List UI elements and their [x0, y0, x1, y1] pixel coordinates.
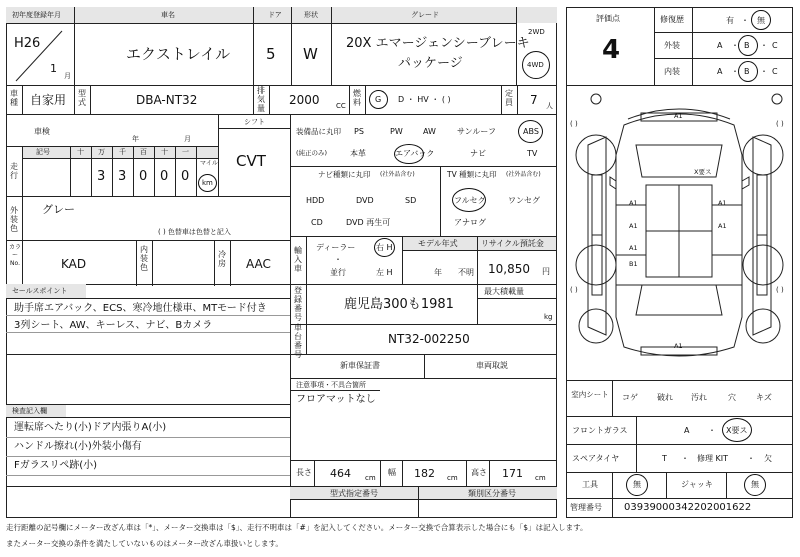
tools-row [566, 472, 793, 498]
navi-cd: CD [311, 218, 323, 227]
seat-scratch: キズ [756, 393, 772, 402]
max-load-label: 最大積載量 [484, 287, 524, 296]
model-year-label: モデル年式 [418, 239, 458, 248]
int-grade-a: A [717, 67, 723, 76]
mileage-unit-4: 百 [140, 148, 147, 156]
door-label: ドア [268, 11, 282, 19]
model-year-unknown: 不明 [458, 268, 474, 277]
navi-dvd-play: DVD 再生可 [346, 218, 391, 227]
int-dot: ・ [760, 67, 768, 76]
footer-note-1: 走行距離の記号欄にメーター改ざん車は「*」、メーター交換車は「$」、走行不明車は「#」を記入してください。メーター交換で合算表示した場合にも「$」は記入します。 [6, 523, 588, 532]
year-month: 1 [50, 62, 57, 75]
import-parallel: 並行 [330, 268, 346, 277]
tv-fullseg: フルセグ [454, 196, 486, 205]
ext-grade-c: C [772, 41, 778, 50]
fuel-g: G [375, 95, 382, 104]
seat-burn: コゲ [622, 393, 638, 402]
registration-box [290, 284, 557, 324]
ext-dot: ・ [731, 41, 739, 50]
mileage-unit-3: 千 [119, 148, 126, 156]
exterior-label: 外装色 [10, 206, 18, 233]
damage-mark: A1 [674, 342, 683, 350]
km-label: km [202, 179, 213, 187]
type-value: DBA-NT32 [136, 93, 198, 107]
spare-tire-row [566, 444, 793, 472]
shape-label: 形状 [304, 11, 318, 19]
sales-point-line: 助手席エアバック、ECS、寒冷地仕様車、MTモード付き [14, 303, 267, 314]
length-unit: cm [365, 474, 376, 482]
damage-mark: A1 [718, 222, 727, 230]
windshield-x: X要ス [726, 426, 748, 435]
mileage-unit-5: 十 [161, 148, 168, 156]
navi-sub: (社外品含む) [380, 171, 415, 178]
displacement-value: 2000 [289, 93, 320, 107]
exterior-color: グレー [42, 203, 75, 216]
left-info [6, 114, 290, 286]
navi-hdd: HDD [306, 196, 325, 205]
door-count: 5 [266, 45, 276, 63]
shift-value: CVT [236, 152, 266, 170]
cc-unit: CC [336, 102, 346, 110]
equip-airbag: エアバック [395, 149, 435, 158]
mileage-label: 走行 [10, 162, 18, 180]
body-shape: W [303, 45, 318, 63]
fuel-label: 燃料 [353, 89, 361, 107]
int-grade-b: B [744, 67, 750, 76]
fuel-rest: D ・ HV ・ ( ) [398, 95, 451, 104]
interior-grade-label: 内装 [664, 67, 680, 76]
tools-label: 工具 [582, 480, 598, 489]
import-label: 輸入車 [294, 246, 302, 273]
damage-mark: A1 [629, 199, 638, 207]
car-outline [566, 85, 793, 380]
grade-line2: パッケージ [398, 56, 463, 71]
header-row [6, 7, 557, 85]
color-code-label: カラーNo. [9, 244, 22, 267]
width-label: 幅 [388, 468, 396, 477]
sales-point-line: 3列シート、AW、キーレス、ナビ、Bカメラ [14, 320, 213, 331]
navi-dvd: DVD [356, 196, 374, 205]
sales-point-label: セールスポイント [12, 287, 68, 295]
type-label: 型式 [78, 89, 86, 107]
equipment-box [290, 114, 557, 166]
navi-tv-box [290, 166, 557, 236]
type-designation-label: 型式指定番号 [330, 489, 378, 498]
height-unit: cm [535, 474, 546, 482]
repair-label: 修復歴 [660, 15, 684, 24]
footer-note-2: またメーター交換の条件を満たしていないものはメーター改ざん車扱いとします。 [6, 539, 283, 548]
grade-label: グレード [411, 11, 439, 19]
damage-mark: A1 [674, 112, 683, 120]
length-label: 長さ [296, 468, 312, 477]
inspector-box [6, 404, 290, 484]
class-number-label: 類別区分番号 [468, 489, 516, 498]
inspector-label: 検査記入欄 [12, 407, 47, 415]
interior-seat-row [566, 380, 793, 416]
caution-line: フロアマットなし [296, 394, 376, 405]
seat-stain: 汚れ [691, 393, 707, 402]
drive-4wd: 4WD [527, 61, 544, 69]
equip-pw: PW [390, 127, 403, 136]
shift-label: シフト [244, 118, 265, 126]
year-month-unit: 月 [64, 72, 71, 80]
registration-label: 登録番号 [294, 286, 302, 322]
equip-leather: 本革 [350, 149, 366, 158]
warranty-row [6, 354, 557, 378]
inspection-year-unit: 年 [132, 135, 139, 143]
length-value: 464 [330, 467, 351, 480]
import-box [290, 236, 557, 284]
mileage-unit-1: 十 [77, 148, 84, 156]
equip-aw: AW [423, 127, 436, 136]
windshield-a: A [684, 426, 690, 435]
tv-sub: (社外品含む) [506, 171, 541, 178]
height-label: 高さ [471, 468, 487, 477]
bracket-mark: ( ) [776, 286, 784, 294]
equip-navi: ナビ [470, 149, 486, 158]
designation-row [290, 486, 557, 518]
cool-value: AAC [246, 257, 271, 271]
new-car-warranty-label: 新車保証書 [340, 361, 380, 370]
left-h: 左 H [376, 268, 393, 277]
ext-grade-b: B [744, 41, 750, 50]
spare-t: T [662, 454, 667, 463]
chassis-label: 車台番号 [294, 323, 302, 359]
mileage-unit-6: 一 [182, 148, 189, 156]
equip-abs: ABS [523, 127, 539, 136]
repaint-note: ( ) 色替車は色替と記入 [158, 228, 231, 236]
inspector-line: 運転席へたり(小)ドア内張りA(小) [14, 422, 167, 433]
car-name: エクストレイル [126, 45, 231, 63]
mileage-digit: 0 [139, 169, 148, 184]
model-year-unit: 年 [434, 268, 442, 277]
recycle-unit: 円 [542, 267, 550, 276]
inspector-line: ハンドル擦れ(小)外装小傷有 [14, 441, 142, 452]
damage-mark: A1 [718, 199, 727, 207]
windshield-dot: ・ [708, 426, 716, 435]
jack-value: 無 [751, 480, 759, 489]
damage-mark: X要ス [694, 168, 712, 176]
exterior-grade-label: 外装 [664, 41, 680, 50]
equipment-label: 装備品に丸印 [296, 127, 341, 136]
import-dealer: ディーラー [316, 243, 356, 252]
int-grade-c: C [772, 67, 778, 76]
year-era: H26 [14, 36, 41, 51]
drive-2wd: 2WD [528, 28, 545, 36]
jack-label: ジャッキ [681, 480, 713, 489]
score-value: 4 [602, 35, 621, 65]
cool-label: 冷房 [218, 250, 226, 268]
bracket-mark: ( ) [570, 120, 578, 128]
caution-box [290, 378, 557, 460]
equip-tv: TV [527, 149, 538, 158]
interior-color-label: 内装色 [140, 245, 148, 272]
spare-dot: ・ [747, 454, 755, 463]
mile-label: マイル [200, 160, 218, 167]
seat-hole: 穴 [728, 393, 736, 402]
ext-grade-a: A [717, 41, 723, 50]
seat-tear: 破れ [657, 393, 673, 402]
equipment-sub: (純正のみ) [296, 149, 328, 157]
repair-no: 無 [757, 16, 765, 25]
capacity-value: 7 [530, 93, 538, 107]
recycle-value: 10,850 [488, 262, 530, 276]
mileage-digit: 3 [118, 169, 127, 184]
control-label: 管理番号 [570, 503, 602, 512]
tv-analog: アナログ [454, 218, 486, 227]
windshield-row [566, 416, 793, 444]
kg-unit: kg [544, 313, 553, 321]
spare-tire-label: スペアタイヤ [572, 454, 620, 463]
chassis-value: NT32-002250 [388, 332, 470, 346]
usage-value: 自家用 [30, 93, 67, 107]
registration-value: 鹿児島300も1981 [344, 297, 454, 312]
name-label: 車名 [161, 11, 175, 19]
usage-label: 車種 [10, 89, 18, 107]
mileage-unit-2: 万 [98, 148, 105, 156]
right-h: 右 H [376, 243, 393, 252]
capacity-label: 定員 [505, 89, 513, 107]
inspector-line: Fガラスリペ跡(小) [14, 460, 98, 471]
inspection-label: 車検 [34, 127, 50, 136]
mileage-digit: 0 [160, 169, 169, 184]
grade-line1: 20X エマージェンシーブレーキ [346, 36, 530, 51]
year-label: 初年度登録年月 [12, 11, 61, 19]
tv-oneseg: ワンセグ [508, 196, 540, 205]
chassis-box [290, 323, 557, 359]
repair-dot: ・ [741, 16, 749, 25]
inspection-month-unit: 月 [184, 135, 191, 143]
bracket-mark: ( ) [570, 286, 578, 294]
control-value: 03939000342202001622 [624, 502, 752, 513]
int-dot: ・ [731, 67, 739, 76]
capacity-unit: 人 [546, 102, 553, 110]
height-value: 171 [502, 467, 523, 480]
import-dot: ・ [334, 255, 342, 264]
mileage-digit: 3 [97, 169, 106, 184]
bracket-mark: ( ) [776, 120, 784, 128]
dimensions-row [290, 460, 557, 486]
equip-ps: PS [354, 127, 364, 136]
mileage-unit-symbol: 記号 [36, 148, 50, 156]
equip-sunroof: サンルーフ [457, 127, 496, 136]
caution-label: 注意事項・不具合箇所 [296, 381, 366, 389]
windshield-label: フロントガラス [572, 426, 628, 435]
car-damage-diagram [566, 85, 793, 380]
tools-value: 無 [633, 480, 641, 489]
evaluation-header [566, 7, 793, 85]
spare-repair-kit: 修理 KIT [697, 454, 729, 463]
interior-seat-label: 室内シート [571, 390, 609, 399]
mileage-digit: 0 [181, 169, 190, 184]
color-code: KAD [61, 257, 87, 271]
damage-mark: A1 [629, 244, 638, 252]
control-row [566, 498, 793, 518]
spec-row [6, 85, 557, 114]
navi-label: ナビ種類に丸印 [318, 170, 371, 179]
navi-sd: SD [405, 196, 417, 205]
width-unit: cm [447, 474, 458, 482]
damage-mark: B1 [629, 260, 638, 268]
recycle-label: リサイクル預託金 [481, 239, 544, 248]
tv-label: TV 種類に丸印 [447, 170, 497, 179]
damage-mark: A1 [629, 222, 638, 230]
score-label: 評価点 [596, 14, 620, 23]
displacement-label: 排気量 [257, 86, 265, 113]
width-value: 182 [414, 467, 435, 480]
spare-none: 欠 [764, 454, 772, 463]
sales-point-box [6, 284, 290, 354]
spare-dot: ・ [681, 454, 689, 463]
manual-label: 車両取説 [476, 361, 508, 370]
ext-dot: ・ [760, 41, 768, 50]
repair-yes: 有 [726, 16, 734, 25]
